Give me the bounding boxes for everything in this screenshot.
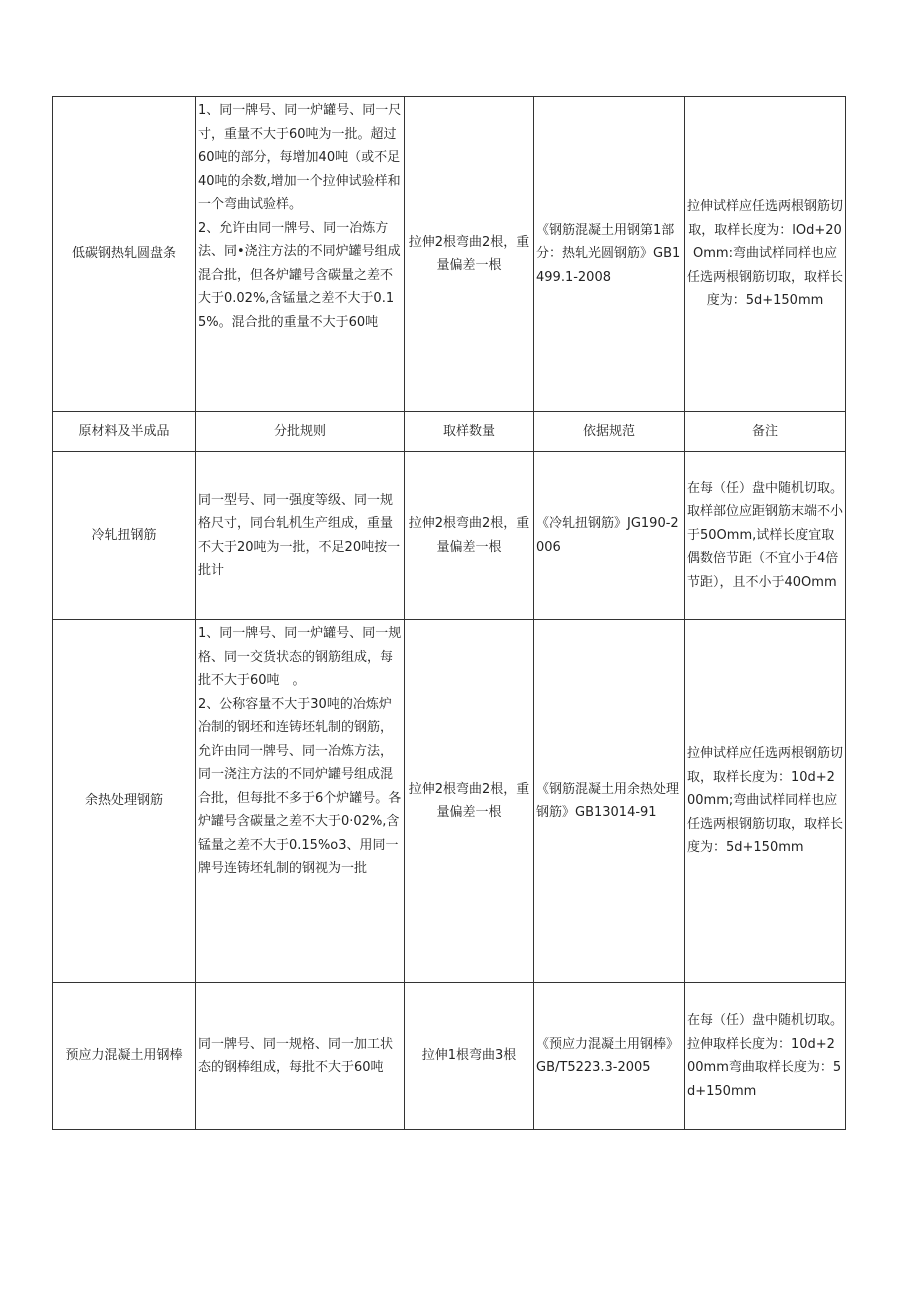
batch-rule-cell: 同一牌号、同一规格、同一加工状态的钢棒组成，每批不大于60吨 xyxy=(196,983,405,1130)
table-header-row xyxy=(53,412,846,452)
remark-cell: 在每（任）盘中随机切取。拉伸取样长度为：10d+200mm弯曲取样长度为：5d+150mm xyxy=(685,983,846,1130)
batch-rule-cell: 1、同一牌号、同一炉罐号、同一规格、同一交货状态的钢筋组成，每批不大于60吨 。 2、公称容量不大于30吨的冶炼炉冶制的钢坯和连铸坯轧制的钢筋，允许由同一牌号、同一冶炼方法，同一浇注方法的不同炉罐号组成混合批，但每批不多于6个炉罐号。各炉罐号含碳量之差不大于0·02%,含锰量之差不大于0.15%o3、用同一牌号连铸坯轧制的钢视为一批 xyxy=(196,620,405,983)
sample-qty-cell: 拉伸2根弯曲2根，重量偏差一根 xyxy=(405,620,534,983)
material-cell: 余热处理钢筋 xyxy=(53,620,196,983)
standard-cell: 《冷轧扭钢筋》JG190-2006 xyxy=(534,452,685,620)
material-cell: 预应力混凝土用钢棒 xyxy=(53,983,196,1130)
sample-qty-cell: 拉伸1根弯曲3根 xyxy=(405,983,534,1130)
sampling-rules-table xyxy=(52,96,846,1130)
remark-cell: 拉伸试样应任选两根钢筋切取，取样长度为：lOd+20Omm:弯曲试样同样也应任选两根钢筋切取，取样长度为：5d+150mm xyxy=(685,97,846,412)
sample-qty-cell: 拉伸2根弯曲2根，重量偏差一根 xyxy=(405,452,534,620)
batch-rule-cell: 同一型号、同一强度等级、同一规格尺寸，同台轧机生产组成，重量不大于20吨为一批，不足20吨按一批计 xyxy=(196,452,405,620)
table-row xyxy=(53,983,846,1130)
table-row xyxy=(53,452,846,620)
header-remark: 备注 xyxy=(685,412,846,452)
sample-qty-cell: 拉伸2根弯曲2根，重量偏差一根 xyxy=(405,97,534,412)
header-batch-rule: 分批规则 xyxy=(196,412,405,452)
table-row xyxy=(53,620,846,983)
standard-cell: 《钢筋混凝土用钢第1部分：热轧光圆钢筋》GB1499.1-2008 xyxy=(534,97,685,412)
standard-cell: 《预应力混凝土用钢棒》GB/T5223.3-2005 xyxy=(534,983,685,1130)
header-standard: 依据规范 xyxy=(534,412,685,452)
remark-cell: 在每（任）盘中随机切取。取样部位应距钢筋末端不小于50Omm,试样长度宜取偶数倍节距（不宜小于4倍节距），且不小于40Omm xyxy=(685,452,846,620)
standard-cell: 《钢筋混凝土用余热处理钢筋》GB13014-91 xyxy=(534,620,685,983)
header-material: 原材料及半成品 xyxy=(53,412,196,452)
batch-rule-cell: 1、同一牌号、同一炉罐号、同一尺寸，重量不大于60吨为一批。超过60吨的部分，每增加40吨（或不足40吨的余数,增加一个拉伸试验样和一个弯曲试验样。 2、允许由同一牌号、同一冶炼方法、同•浇注方法的不同炉罐号组成混合批，但各炉罐号含碳量之差不大于0.02%,含锰量之差不大于0.15%。混合批的重量不大于60吨 xyxy=(196,97,405,412)
remark-cell: 拉伸试样应任选两根钢筋切取，取样长度为：10d+200mm;弯曲试样同样也应任选两根钢筋切取，取样长度为：5d+150mm xyxy=(685,620,846,983)
header-sample-qty: 取样数量 xyxy=(405,412,534,452)
material-cell: 低碳钢热轧圆盘条 xyxy=(53,97,196,412)
material-cell: 冷轧扭钢筋 xyxy=(53,452,196,620)
table-row xyxy=(53,97,846,412)
